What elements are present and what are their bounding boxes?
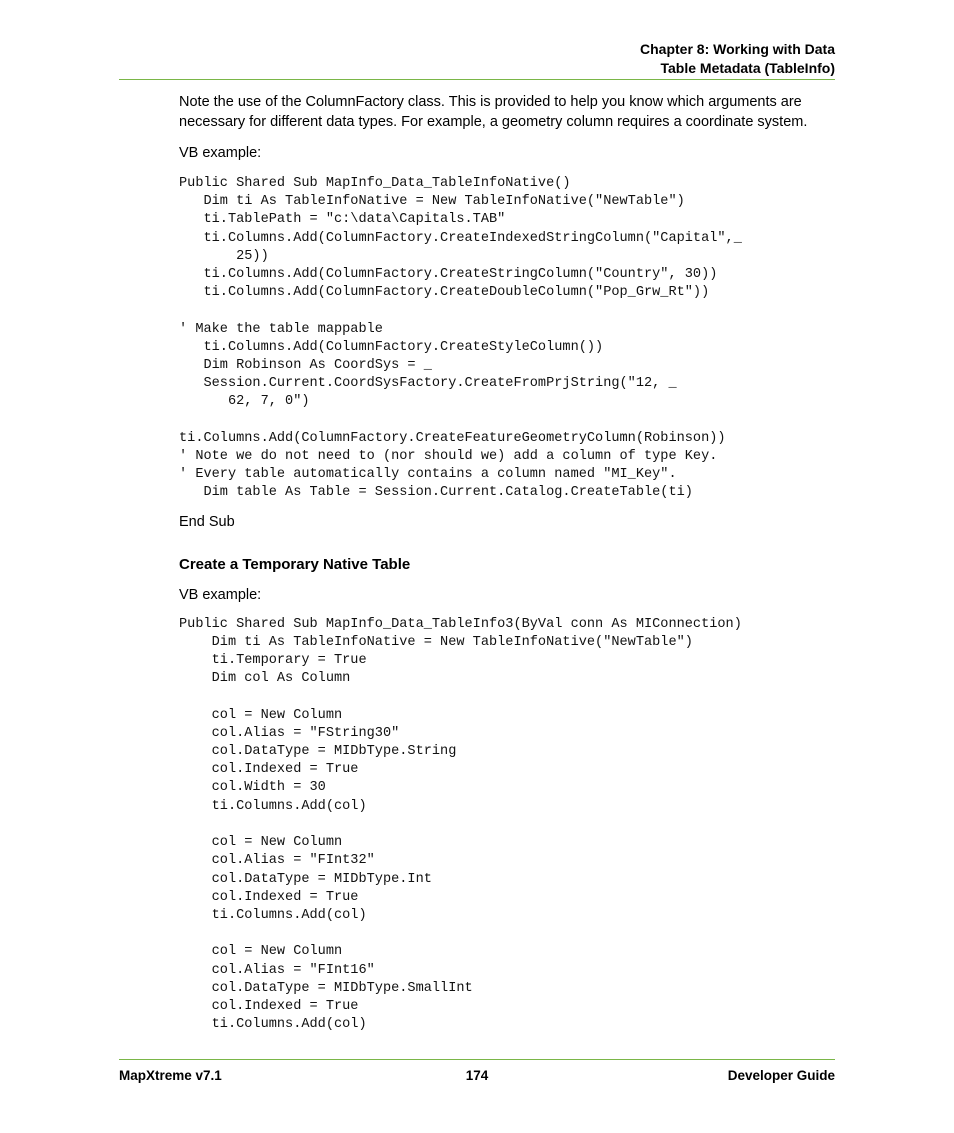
code-block-tableinfonative: Public Shared Sub MapInfo_Data_TableInfoNative() Dim ti As TableInfoNative = New TableInfoNative("NewTable") ti.TablePath = "c:\data\Capitals.TAB" ti.Columns.Add(ColumnFactory.CreateIndexedStringColumn("Capital",_ 25)) ti.Columns.Add(ColumnFactory.CreateStringColumn("Country", 30)) ti.Columns.Add(ColumnFactory.CreateDoubleColumn("Pop_Grw_Rt")) ' Make the table mappable ti.Columns.Add(ColumnFactory.CreateStyleColumn()) Dim Robinson As CoordSys = _ Session.Current.CoordSysFactory.CreateFromPrjString("12, _ 62, 7, 0") ti.Columns.Add(ColumnFactory.CreateFeatureGeometryColumn(Robinson)) ' Note we do not need to (nor should we) add a column of type Key. ' Every table automatically contains a column named "MI_Key". Dim table As Table = Session.Current.Catalog.CreateTable(ti) [179, 176, 742, 501]
footer-product: MapXtreme v7.1 [119, 1068, 222, 1083]
footer-rule [119, 1059, 835, 1060]
chapter-title: Chapter 8: Working with Data [640, 41, 835, 57]
running-header [640, 40, 835, 78]
vb-example-label-2: VB example: [179, 586, 262, 603]
intro-paragraph: Note the use of the ColumnFactory class. This is provided to help you know which arguments are necessary for different data types. For example, a geometry column requires a coordinate system. [179, 94, 808, 130]
code-block-tableinfo3: Public Shared Sub MapInfo_Data_TableInfo3(ByVal conn As MIConnection) Dim ti As TableInfoNative = New TableInfoNative("NewTable") ti.Temporary = True Dim col As Column col = New Column col.Alias = "FString30" col.DataType = MIDbType.String col.Indexed = True col.Width = 30 ti.Columns.Add(col) col = New Column col.Alias = "FInt32" col.DataType = MIDbType.Int col.Indexed = True ti.Columns.Add(col) col = New Column col.Alias = "FInt16" col.DataType = MIDbType.SmallInt col.Indexed = True ti.Columns.Add(col) [179, 616, 742, 1033]
vb-example-label-1: VB example: [179, 145, 262, 161]
footer-page-number: 174 [465, 1068, 489, 1083]
section-heading-temporary-table: Create a Temporary Native Table [179, 555, 411, 573]
end-sub-text: End Sub [179, 513, 235, 530]
header-rule [119, 79, 835, 80]
page-content [179, 92, 835, 1034]
footer-guide: Developer Guide [727, 1068, 835, 1083]
section-title: Table Metadata (TableInfo) [660, 60, 835, 76]
